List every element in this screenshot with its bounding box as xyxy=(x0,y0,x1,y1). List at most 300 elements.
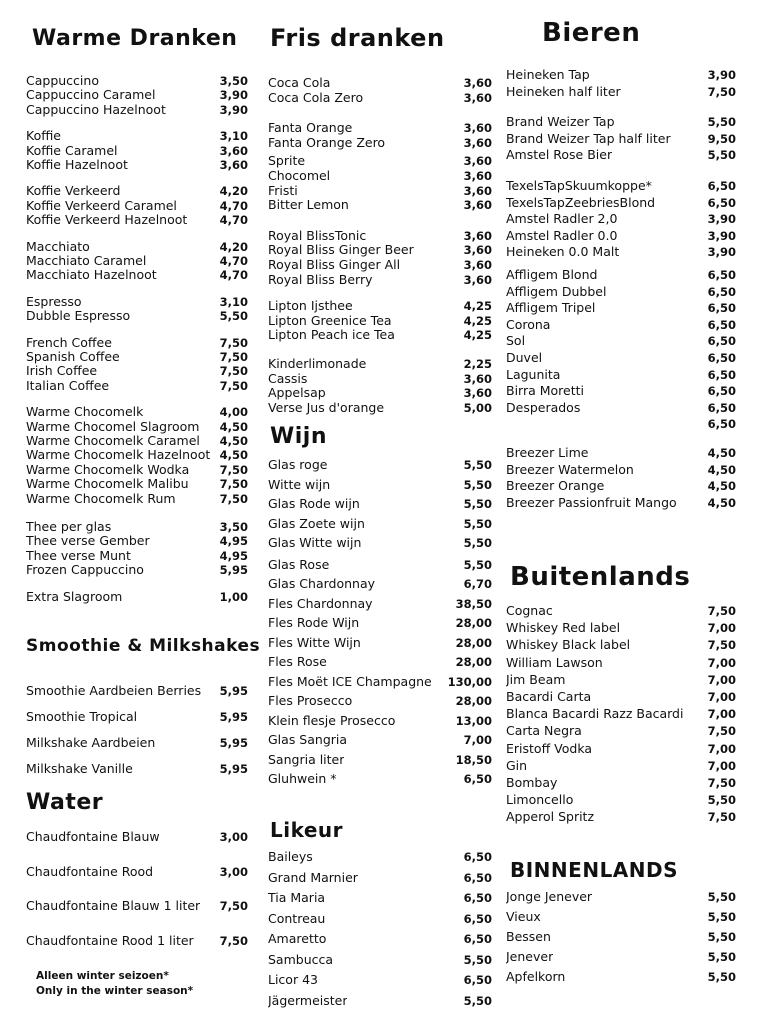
menu-item-name: Fles Chardonnay xyxy=(268,596,373,611)
menu-item xyxy=(506,810,736,824)
menu-item-name: Spanish Coffee xyxy=(26,350,120,364)
menu-item-price: 3,60 xyxy=(463,135,492,150)
menu-item xyxy=(268,136,492,150)
section-title-smoothie: Smoothie & Milkshakes xyxy=(26,636,261,656)
menu-item xyxy=(506,673,736,687)
menu-item-price: 7,50 xyxy=(219,462,248,477)
menu-item xyxy=(26,492,248,506)
menu-item-name: Lipton Greenice Tea xyxy=(268,313,392,328)
menu-item-name: Carta Negra xyxy=(506,724,582,739)
menu-item-name: Amstel Rose Bier xyxy=(506,148,613,163)
menu-item xyxy=(26,336,248,350)
menu-item-price: 6,50 xyxy=(707,384,736,399)
menu-item xyxy=(268,328,492,342)
menu-item-name: Kinderlimonade xyxy=(268,357,367,371)
menu-item xyxy=(506,115,736,129)
menu-item-name: Macchiato Hazelnoot xyxy=(26,268,157,283)
menu-item-price: 4,95 xyxy=(219,534,248,549)
menu-item-price: 4,25 xyxy=(463,313,492,328)
menu-item-price: 3,60 xyxy=(463,243,492,258)
menu-item-name: Glas Zoete wijn xyxy=(268,516,365,531)
menu-item-price: 5,95 xyxy=(219,684,248,698)
menu-item-name: Warme Chocomelk Caramel xyxy=(26,434,200,448)
section-title-bieren: Bieren xyxy=(542,18,641,48)
menu-item-price: 3,60 xyxy=(463,169,492,183)
winter-note-en: Only in the winter season* xyxy=(36,985,194,997)
menu-item-name: Smoothie Tropical xyxy=(26,710,138,724)
menu-item-name: Brand Weizer Tap xyxy=(506,115,615,130)
menu-item-name: Jonge Jenever xyxy=(506,890,593,904)
menu-item-name: Brand Weizer Tap half liter xyxy=(506,131,671,146)
menu-item xyxy=(26,309,248,323)
menu-item xyxy=(506,604,736,618)
menu-item-name: Breezer Lime xyxy=(506,446,589,460)
menu-item-name: Jim Beam xyxy=(506,672,566,687)
menu-item xyxy=(26,830,248,844)
menu-item-name: Heineken half liter xyxy=(506,84,621,99)
menu-item-price: 5,50 xyxy=(463,536,492,550)
menu-item-name: Baileys xyxy=(268,850,313,864)
menu-item-name: Extra Slagroom xyxy=(26,589,123,604)
menu-item-name: Warme Chocomel Slagroom xyxy=(26,419,200,434)
menu-item-name: French Coffee xyxy=(26,335,112,350)
menu-item-price: 3,50 xyxy=(219,520,248,534)
menu-item xyxy=(26,736,248,750)
menu-item xyxy=(506,384,736,398)
menu-item xyxy=(268,91,492,105)
menu-item-price: 5,50 xyxy=(463,952,492,967)
menu-item xyxy=(26,88,248,102)
menu-item-name: Royal BlissTonic xyxy=(268,228,367,243)
menu-item xyxy=(268,912,492,926)
menu-item-name: Coca Cola xyxy=(268,76,331,90)
menu-item-name: Desperados xyxy=(506,400,581,415)
menu-item-price: 5,50 xyxy=(707,910,736,924)
menu-item-name: Witte wijn xyxy=(268,477,331,492)
menu-item xyxy=(268,597,492,611)
menu-item xyxy=(506,638,736,652)
menu-item-name: Bombay xyxy=(506,776,558,790)
menu-item xyxy=(506,759,736,773)
menu-item-name: Royal Bliss Ginger Beer xyxy=(268,243,414,258)
menu-item-price: 7,50 xyxy=(707,604,736,618)
menu-item xyxy=(506,229,736,243)
menu-item xyxy=(506,132,736,146)
menu-item-price: 7,00 xyxy=(707,758,736,773)
menu-item-price: 7,50 xyxy=(707,724,736,739)
menu-item xyxy=(268,753,492,767)
menu-item-name: Thee verse Gember xyxy=(26,534,150,549)
menu-item-price: 6,50 xyxy=(707,400,736,415)
menu-item-price: 3,60 xyxy=(219,158,248,172)
menu-item-name: Birra Moretti xyxy=(506,384,585,399)
menu-item xyxy=(268,675,492,689)
menu-item xyxy=(268,655,492,669)
menu-item-name: Heineken Tap xyxy=(506,68,590,82)
menu-item-name: Whiskey Red label xyxy=(506,621,621,636)
menu-item-price: 3,60 xyxy=(219,143,248,158)
menu-item-name: Warme Chocomelk Malibu xyxy=(26,477,189,492)
menu-item-name: Royal Bliss Ginger All xyxy=(268,258,401,272)
section-title-warme-dranken: Warme Dranken xyxy=(32,26,238,51)
menu-item xyxy=(26,448,248,462)
menu-item xyxy=(506,890,736,904)
menu-item xyxy=(26,144,248,158)
menu-item xyxy=(268,973,492,987)
menu-item-price: 3,50 xyxy=(219,74,248,88)
menu-item-name: Koffie Verkeerd Caramel xyxy=(26,198,177,213)
menu-item-price: 6,50 xyxy=(463,772,492,786)
menu-item xyxy=(506,656,736,670)
menu-item-name: Chocomel xyxy=(268,169,331,183)
menu-item xyxy=(506,196,736,210)
menu-item-price: 5,50 xyxy=(463,477,492,492)
menu-item-price: 4,25 xyxy=(463,328,492,343)
menu-item xyxy=(26,549,248,563)
menu-item xyxy=(268,299,492,313)
menu-item-price: 7,50 xyxy=(219,378,248,393)
menu-item-name: Cappuccino Hazelnoot xyxy=(26,102,166,117)
menu-item-price: 7,00 xyxy=(707,741,736,756)
menu-item-name: Eristoff Vodka xyxy=(506,741,592,756)
menu-item-price: 5,50 xyxy=(463,993,492,1008)
menu-item-name: Koffie Caramel xyxy=(26,143,118,158)
menu-item-name: Licor 43 xyxy=(268,973,318,987)
menu-item xyxy=(26,563,248,577)
menu-item-price: 7,00 xyxy=(707,690,736,704)
menu-item-name: Amstel Radler 0.0 xyxy=(506,228,618,243)
menu-item xyxy=(268,154,492,168)
menu-item-price: 3,60 xyxy=(463,198,492,213)
menu-item-name: Vieux xyxy=(506,910,541,924)
menu-item-price: 6,70 xyxy=(463,577,492,591)
menu-item-price: 7,50 xyxy=(219,335,248,350)
menu-item xyxy=(26,379,248,393)
menu-item xyxy=(268,850,492,864)
menu-item-name: Gin xyxy=(506,758,528,773)
menu-item xyxy=(26,268,248,282)
menu-item xyxy=(268,536,492,550)
section-title-likeur: Likeur xyxy=(270,818,344,842)
menu-item-price: 4,50 xyxy=(219,434,248,448)
menu-item-price: 5,50 xyxy=(707,148,736,163)
menu-item-price: 4,50 xyxy=(219,419,248,434)
menu-item-name: Jägermeister xyxy=(268,993,348,1008)
menu-item-price: 7,50 xyxy=(707,638,736,653)
menu-item-name: Contreau xyxy=(268,911,326,926)
menu-item-price: 9,50 xyxy=(707,131,736,146)
menu-item-name: Thee verse Munt xyxy=(26,548,131,563)
menu-item xyxy=(268,871,492,885)
menu-item-price: 4,70 xyxy=(219,198,248,213)
menu-item-name: Milkshake Vanille xyxy=(26,762,133,776)
menu-item xyxy=(506,301,736,315)
menu-item-name: TexelsTapZeebriesBlond xyxy=(506,195,656,210)
menu-item xyxy=(26,158,248,172)
menu-item-price: 7,50 xyxy=(707,776,736,790)
menu-item xyxy=(26,710,248,724)
menu-item-name: William Lawson xyxy=(506,655,603,670)
menu-item xyxy=(26,477,248,491)
menu-item xyxy=(268,198,492,212)
section-title-fris-dranken: Fris dranken xyxy=(270,24,445,52)
menu-item-price: 3,10 xyxy=(219,129,248,144)
menu-item-price: 7,50 xyxy=(707,84,736,99)
menu-item-name: Fanta Orange xyxy=(268,121,353,136)
menu-item xyxy=(268,401,492,415)
menu-item-price: 7,50 xyxy=(219,491,248,506)
menu-item-name: Chaudfontaine Blauw 1 liter xyxy=(26,899,201,913)
menu-item-price: 13,00 xyxy=(455,713,492,728)
menu-item xyxy=(268,458,492,472)
menu-item-price: 3,60 xyxy=(463,76,492,90)
menu-item-name: Glas Witte wijn xyxy=(268,536,362,550)
menu-item xyxy=(268,258,492,272)
menu-item xyxy=(26,590,248,604)
menu-item xyxy=(506,910,736,924)
menu-item-name: Fles Rode Wijn xyxy=(268,616,360,630)
menu-item-price: 7,50 xyxy=(219,350,248,364)
menu-item xyxy=(506,401,736,415)
menu-item-name: Corona xyxy=(506,317,551,332)
menu-item-name: Glas Rose xyxy=(268,557,330,572)
menu-item xyxy=(268,616,492,630)
menu-item xyxy=(506,496,736,510)
menu-item xyxy=(26,520,248,534)
menu-item-name: Verse Jus d'orange xyxy=(268,400,385,415)
menu-item-price: 5,50 xyxy=(463,458,492,472)
menu-item-name: Glas Chardonnay xyxy=(268,577,376,591)
menu-item xyxy=(506,417,736,431)
menu-item xyxy=(26,240,248,254)
menu-item-name: Amaretto xyxy=(268,932,327,946)
menu-item-price: 7,00 xyxy=(707,672,736,687)
menu-item xyxy=(268,636,492,650)
menu-item-price: 4,00 xyxy=(219,405,248,420)
menu-item-name: Warme Chocomelk xyxy=(26,405,144,420)
menu-item-name: Thee per glas xyxy=(26,520,112,534)
menu-item-price: 5,00 xyxy=(463,400,492,415)
menu-item xyxy=(26,684,248,698)
menu-item xyxy=(506,970,736,984)
menu-item xyxy=(268,386,492,400)
menu-item-name: Amstel Radler 2,0 xyxy=(506,212,618,227)
menu-item xyxy=(26,74,248,88)
menu-item xyxy=(506,148,736,162)
menu-item-price: 6,50 xyxy=(463,870,492,885)
menu-item xyxy=(268,121,492,135)
menu-item-name: Bacardi Carta xyxy=(506,690,592,704)
menu-item-name: Fles Rose xyxy=(268,655,327,669)
menu-item-price: 6,50 xyxy=(463,911,492,926)
menu-item-price: 7,00 xyxy=(463,733,492,747)
menu-item-price: 5,95 xyxy=(219,710,248,724)
menu-item-price: 5,50 xyxy=(707,950,736,964)
menu-item-price: 6,50 xyxy=(707,179,736,193)
menu-item-price: 4,20 xyxy=(219,184,248,199)
menu-item-price: 28,00 xyxy=(455,635,492,650)
menu-item-price: 6,50 xyxy=(463,973,492,987)
menu-item-name: Italian Coffee xyxy=(26,378,110,393)
menu-item xyxy=(506,68,736,82)
menu-item xyxy=(26,295,248,309)
menu-item xyxy=(26,213,248,227)
menu-item xyxy=(506,334,736,348)
menu-item-price: 7,00 xyxy=(707,621,736,636)
menu-item-price: 6,50 xyxy=(707,351,736,365)
menu-item xyxy=(26,129,248,143)
menu-item-name: Cappuccino xyxy=(26,74,99,88)
menu-item-name: Chaudfontaine Rood 1 liter xyxy=(26,933,194,948)
menu-item xyxy=(26,184,248,198)
menu-item-price: 5,50 xyxy=(463,516,492,531)
menu-item xyxy=(506,285,736,299)
menu-item-price: 3,90 xyxy=(707,68,736,82)
menu-item-price: 6,50 xyxy=(707,268,736,282)
menu-item-name: Coca Cola Zero xyxy=(268,90,364,105)
menu-item-price: 3,10 xyxy=(219,294,248,309)
menu-item-name: Glas Rode wijn xyxy=(268,497,360,511)
menu-item xyxy=(268,357,492,371)
menu-item-name: Lipton Ijsthee xyxy=(268,299,353,314)
menu-item xyxy=(268,184,492,198)
menu-item-price: 3,00 xyxy=(219,830,248,844)
menu-item-name: Lipton Peach ice Tea xyxy=(268,328,395,343)
menu-item-name: Blanca Bacardi Razz Bacardi xyxy=(506,707,684,722)
menu-item-price: 5,50 xyxy=(463,497,492,511)
menu-item xyxy=(506,85,736,99)
menu-item-price: 5,50 xyxy=(707,115,736,130)
menu-item-name: TexelsTapSkuumkoppe* xyxy=(506,179,652,193)
menu-item-name: Appelsap xyxy=(268,386,326,401)
menu-item-price: 4,50 xyxy=(707,479,736,494)
menu-item-price: 38,50 xyxy=(455,596,492,611)
menu-item xyxy=(26,103,248,117)
menu-item-price: 4,70 xyxy=(219,268,248,283)
menu-item xyxy=(506,212,736,226)
menu-item xyxy=(26,934,248,948)
menu-item xyxy=(268,714,492,728)
section-title-buitenlands: Buitenlands xyxy=(510,562,691,592)
menu-item-name: Glas roge xyxy=(268,458,328,472)
menu-item-price: 3,60 xyxy=(463,183,492,198)
menu-item-price: 6,50 xyxy=(707,367,736,382)
menu-item-name: Tia Maria xyxy=(268,891,326,905)
menu-item xyxy=(26,420,248,434)
menu-item-price: 3,90 xyxy=(219,88,248,103)
menu-item-price: 5,50 xyxy=(463,557,492,572)
menu-item xyxy=(506,245,736,259)
menu-item-name: Fanta Orange Zero xyxy=(268,135,386,150)
winter-note-nl: Alleen winter seizoen* xyxy=(36,970,169,982)
menu-item xyxy=(506,707,736,721)
menu-item-name: Irish Coffee xyxy=(26,364,98,379)
menu-item-price: 6,50 xyxy=(463,850,492,864)
menu-item xyxy=(268,932,492,946)
menu-item-price: 4,95 xyxy=(219,548,248,563)
menu-item-price: 4,50 xyxy=(707,446,736,460)
menu-item-price: 6,50 xyxy=(707,334,736,349)
menu-item-price: 3,90 xyxy=(707,228,736,243)
menu-item xyxy=(506,621,736,635)
menu-item-price: 3,90 xyxy=(219,102,248,117)
menu-item-name: Sol xyxy=(506,334,526,349)
menu-item xyxy=(268,243,492,257)
menu-item-name: Whiskey Black label xyxy=(506,638,631,653)
menu-item xyxy=(506,479,736,493)
menu-item xyxy=(268,577,492,591)
menu-item-name: Royal Bliss Berry xyxy=(268,272,373,287)
menu-item-name: Espresso xyxy=(26,294,82,309)
menu-item-name: Breezer Passionfruit Mango xyxy=(506,495,677,510)
menu-item-name: Sangria liter xyxy=(268,752,345,767)
menu-item-price: 3,60 xyxy=(463,386,492,401)
menu-item-name: Apfelkorn xyxy=(506,970,566,984)
menu-item-price: 6,50 xyxy=(707,301,736,316)
menu-item xyxy=(268,517,492,531)
menu-item-price: 3,60 xyxy=(463,258,492,272)
menu-item xyxy=(26,254,248,268)
menu-item xyxy=(506,793,736,807)
menu-item xyxy=(268,772,492,786)
menu-item-price: 28,00 xyxy=(455,616,492,630)
menu-item xyxy=(268,314,492,328)
menu-item-name: Glas Sangria xyxy=(268,733,348,747)
menu-item-price: 7,00 xyxy=(707,707,736,722)
menu-item xyxy=(268,558,492,572)
menu-item xyxy=(268,733,492,747)
menu-item-name: Gluhwein * xyxy=(268,772,337,786)
menu-item-price: 6,50 xyxy=(707,317,736,332)
menu-item xyxy=(26,534,248,548)
menu-item-name: Koffie Verkeerd xyxy=(26,184,121,199)
menu-item-name: Smoothie Aardbeien Berries xyxy=(26,684,202,698)
menu-item-price: 6,50 xyxy=(707,417,736,432)
menu-item xyxy=(506,368,736,382)
menu-item xyxy=(26,762,248,776)
menu-item-price: 3,00 xyxy=(219,864,248,879)
menu-item-name: Fles Moët ICE Champagne xyxy=(268,674,432,689)
menu-item-price: 3,60 xyxy=(463,371,492,386)
menu-item xyxy=(506,318,736,332)
menu-item-name: Macchiato xyxy=(26,239,90,254)
menu-item-name: Cognac xyxy=(506,604,553,618)
menu-item-price: 3,90 xyxy=(707,245,736,260)
menu-item-price: 5,50 xyxy=(707,793,736,808)
menu-item-price: 4,70 xyxy=(219,213,248,228)
menu-item-price: 130,00 xyxy=(447,674,492,689)
menu-item-price: 5,50 xyxy=(707,930,736,944)
menu-item-name: Grand Marnier xyxy=(268,870,358,885)
menu-item-name: Limoncello xyxy=(506,793,574,808)
menu-item-price: 3,60 xyxy=(463,90,492,105)
menu-item xyxy=(26,899,248,913)
menu-item-price: 4,70 xyxy=(219,254,248,268)
menu-item xyxy=(506,930,736,944)
menu-item-name: Affligem Dubbel xyxy=(506,284,607,299)
menu-item xyxy=(268,694,492,708)
menu-item xyxy=(506,446,736,460)
menu-item-price: 2,25 xyxy=(463,357,492,371)
menu-item-price: 4,20 xyxy=(219,239,248,254)
menu-item xyxy=(506,690,736,704)
menu-item-price: 6,50 xyxy=(463,932,492,946)
menu-item xyxy=(506,268,736,282)
menu-item-price: 3,90 xyxy=(707,212,736,227)
menu-item-name: Sambucca xyxy=(268,952,334,967)
menu-item-name: Apperol Spritz xyxy=(506,810,595,825)
menu-item-name: Fles Prosecco xyxy=(268,694,353,708)
